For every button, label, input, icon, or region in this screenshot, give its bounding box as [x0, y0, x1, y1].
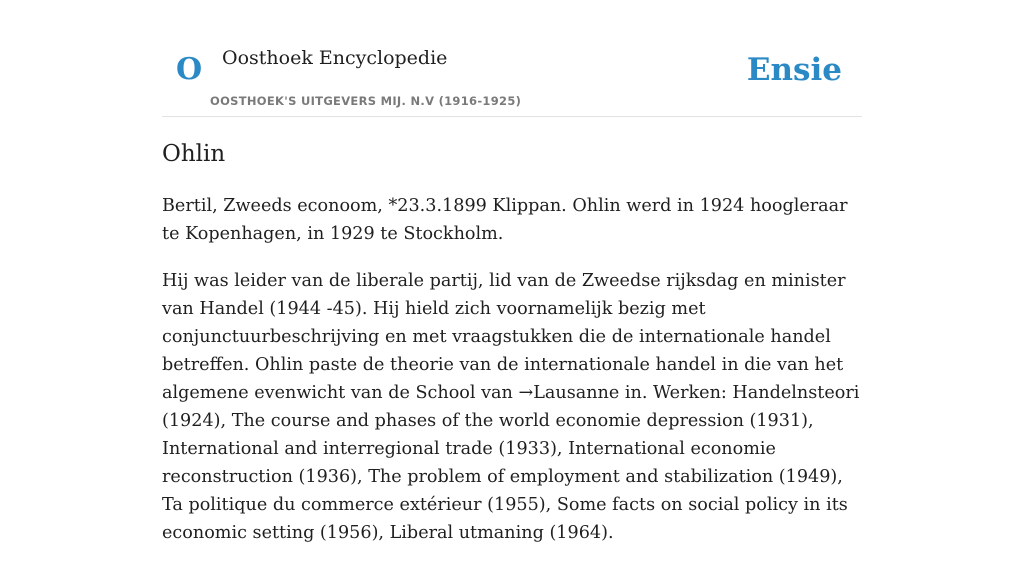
site-header — [162, 0, 862, 117]
page-container — [162, 0, 862, 543]
ensie-brand-logo[interactable]: Ensie — [746, 52, 842, 88]
publisher-subtitle: OOSTHOEK'S UITGEVERS MIJ. N.V (1916-1925) — [210, 94, 522, 108]
article-paragraph-1: Bertil, Zweeds econoom, *23.3.1899 Klippan. Ohlin werd in 1924 hoogleraar te Kopenhagen, in 1929 te Stockholm. — [162, 196, 848, 244]
article-paragraph-2: Hij was leider van de liberale partij, lid van de Zweedse rijksdag en minister van Handel (1944 -45). Hij hield zich voornamelijk bezig met conjunctuurbeschrijving en met vraagstukken die de internationale handel betreffen. Ohlin paste de theorie van de internationale handel in die van het algemene evenwicht van de School van →Lausanne in. Werken: Handelnsteori (1924), The course and phases of the world economie depression (1931), International and interregional trade (1933), International economie reconstruction (1936), The problem of employment and stabilization (1949), Ta politique du commerce extérieur (1955), Some facts on social policy in its economic setting (1956), Liberal utmaning (1964). — [162, 271, 860, 543]
article-title: Ohlin — [162, 141, 226, 167]
publication-logo[interactable]: O — [176, 52, 203, 87]
article-body — [162, 192, 862, 566]
publication-title[interactable]: Oosthoek Encyclopedie — [222, 47, 448, 69]
